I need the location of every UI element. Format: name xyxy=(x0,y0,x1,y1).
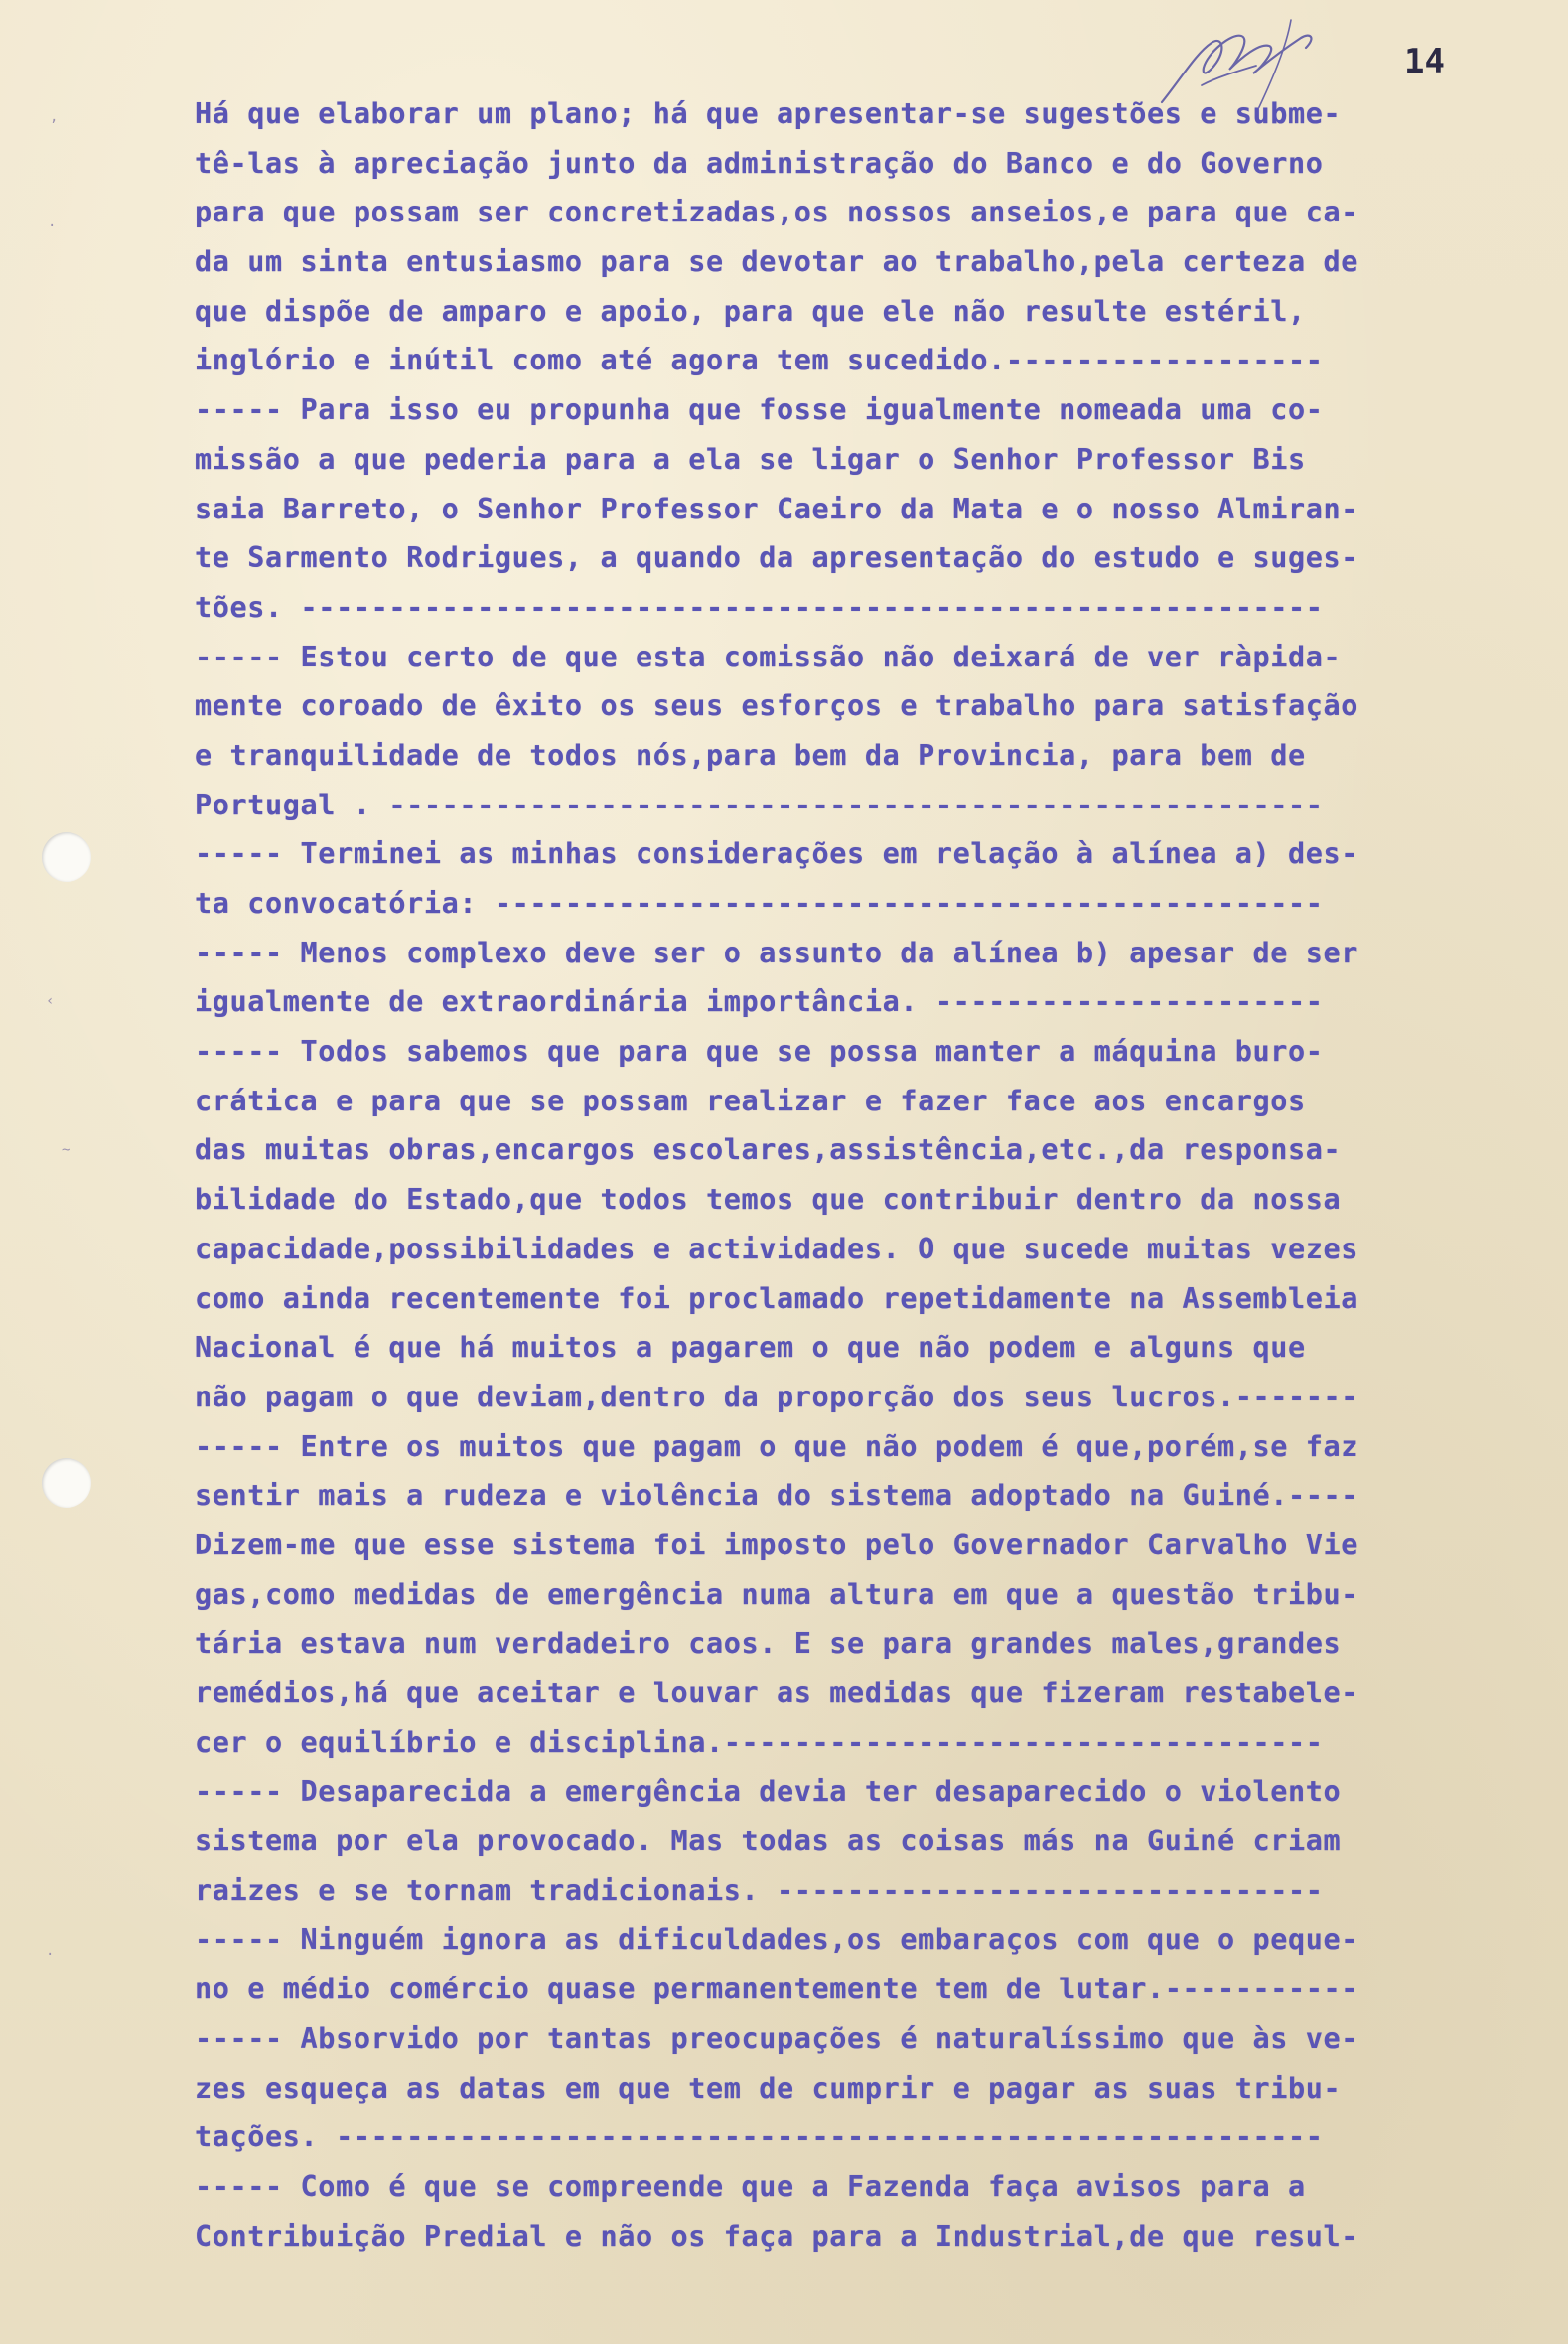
text-line: saia Barreto, o Senhor Professor Caeiro da Mata e o nosso Almiran- xyxy=(195,492,1359,525)
text-line: ----- Menos complexo deve ser o assunto da alínea b) apesar de ser xyxy=(195,936,1359,969)
page-number: 14 xyxy=(1404,42,1445,81)
text-line: ----- Terminei as minhas considerações em relação à alínea a) des- xyxy=(195,837,1359,871)
text-line: tões. ---------------------------------------------------------- xyxy=(195,590,1324,624)
text-line: ----- Todos sabemos que para que se possa manter a máquina buro- xyxy=(195,1035,1324,1069)
text-line: sentir mais a rudeza e violência do sistema adoptado na Guiné.---- xyxy=(195,1479,1359,1513)
margin-speck: · xyxy=(46,1947,55,1963)
text-line: ----- Estou certo de que esta comissão não deixará de ver ràpida- xyxy=(195,640,1342,673)
text-line: Contribuição Predial e não os faça para a Industrial,de que resul- xyxy=(195,2219,1359,2253)
text-line: das muitas obras,encargos escolares,assistência,etc.,da responsa- xyxy=(195,1133,1342,1167)
text-line: que dispõe de amparo e apoio, para que ele não resulte estéril, xyxy=(195,294,1306,328)
text-line: remédios,há que aceitar e louvar as medidas que fizeram restabele- xyxy=(195,1677,1359,1709)
text-line: crática e para que se possam realizar e fazer face aos encargos xyxy=(195,1084,1306,1117)
text-line: ----- Como é que se compreende que a Fazenda faça avisos para a xyxy=(195,2169,1306,2203)
text-line: capacidade,possibilidades e actividades. O que sucede muitas vezes xyxy=(195,1232,1359,1265)
text-line: missão a que pederia para a ela se ligar o Senhor Professor Bis xyxy=(195,442,1306,476)
margin-speck: , xyxy=(50,109,59,125)
text-line: para que possam ser concretizadas,os nossos anseios,e para que ca- xyxy=(195,196,1359,229)
text-line: sistema por ela provocado. Mas todas as coisas más na Guiné criam xyxy=(195,1825,1342,1858)
text-line: como ainda recentemente foi proclamado repetidamente na Assembleia xyxy=(195,1281,1359,1315)
text-line: ----- Para isso eu propunha que fosse igualmente nomeada uma co- xyxy=(195,393,1324,427)
text-line: te Sarmento Rodrigues, a quando da apresentação do estudo e suges- xyxy=(195,541,1359,575)
text-line: da um sinta entusiasmo para se devotar ao trabalho,pela certeza de xyxy=(195,245,1359,279)
text-line: ----- Ninguém ignora as dificuldades,os embaraços com que o peque- xyxy=(195,1923,1359,1957)
text-line: Nacional é que há muitos a pagarem o que não podem e alguns que xyxy=(195,1331,1306,1365)
text-line: ----- Absorvido por tantas preocupações é naturalíssimo que às ve- xyxy=(195,2021,1359,2055)
text-line: inglório e inútil como até agora tem sucedido.------------------ xyxy=(195,344,1324,377)
punch-hole-upper xyxy=(42,832,91,882)
text-line: zes esqueça as datas em que tem de cumprir e pagar as suas tribu- xyxy=(195,2071,1342,2105)
text-line: no e médio comércio quase permanentemente tem de lutar.----------- xyxy=(195,1973,1359,2006)
margin-speck: · xyxy=(48,219,57,234)
text-line: tações. -------------------------------------------------------- xyxy=(195,2121,1324,2154)
text-line: raizes e se tornam tradicionais. ------------------------------- xyxy=(195,1873,1324,1907)
text-line: tária estava num verdadeiro caos. E se para grandes males,grandes xyxy=(195,1627,1342,1661)
text-line: Há que elaborar um plano; há que apresentar-se sugestões e subme- xyxy=(195,97,1342,130)
text-line: tê-las à apreciação junto da administração do Banco e do Governo xyxy=(195,146,1324,180)
margin-speck: ‹ xyxy=(46,993,55,1009)
text-line: Dizem-me que esse sistema foi imposto pelo Governador Carvalho Vie xyxy=(195,1528,1359,1561)
text-line: ta convocatória: ----------------------------------------------- xyxy=(195,887,1324,920)
text-line: cer o equilíbrio e disciplina.---------------------------------- xyxy=(195,1725,1324,1759)
text-line: Portugal . ----------------------------------------------------- xyxy=(195,788,1324,821)
text-line: e tranquilidade de todos nós,para bem da Provincia, para bem de xyxy=(195,738,1306,772)
text-line: mente coroado de êxito os seus esforços e trabalho para satisfação xyxy=(195,689,1359,723)
text-line: igualmente de extraordinária importância. ---------------------- xyxy=(195,985,1324,1019)
text-line: gas,como medidas de emergência numa altura em que a questão tribu- xyxy=(195,1577,1359,1611)
text-line: não pagam o que deviam,dentro da proporção dos seus lucros.------- xyxy=(195,1380,1359,1413)
punch-hole-lower xyxy=(42,1458,91,1508)
text-line: bilidade do Estado,que todos temos que contribuir dentro da nossa xyxy=(195,1183,1342,1217)
margin-speck: ~ xyxy=(62,1142,71,1158)
text-line: ----- Entre os muitos que pagam o que não podem é que,porém,se faz xyxy=(195,1429,1359,1463)
text-line: ----- Desaparecida a emergência devia ter desaparecido o violento xyxy=(195,1775,1342,1809)
typewritten-body xyxy=(195,89,1555,2261)
